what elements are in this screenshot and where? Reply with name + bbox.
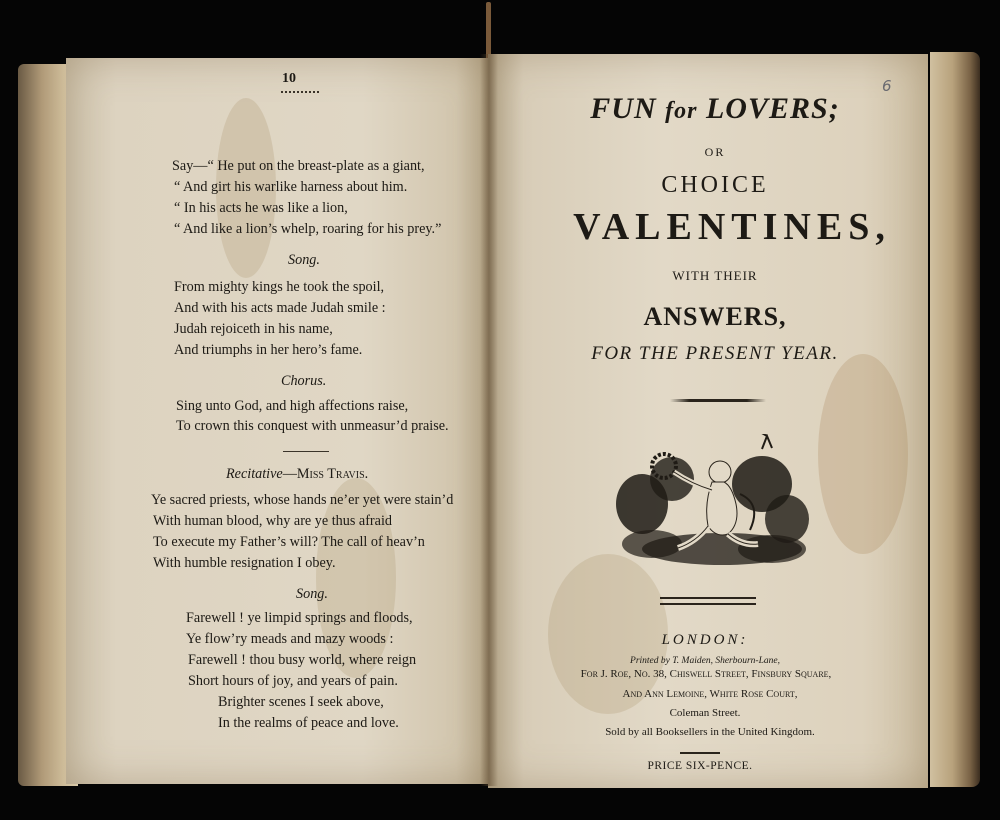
verse-line: Sing unto God, and high affections raise, [176, 398, 409, 414]
imprint-sold-by: Sold by all Booksellers in the United Kingdom. [605, 726, 815, 738]
verse-line: Say—“ He put on the breast-plate as a giant, [172, 158, 425, 174]
verse-line: Judah rejoiceth in his name, [174, 321, 333, 337]
title-with-their: WITH THEIR [672, 268, 758, 283]
verse-line: In the realms of peace and love. [218, 715, 399, 731]
verse-line: “ And girt his warlike harness about him. [174, 179, 408, 195]
imprint-publisher-3: Coleman Street. [669, 707, 741, 719]
title-ornament-rule [670, 399, 766, 402]
verse-line: Farewell ! thou busy world, where reign [188, 652, 417, 668]
chorus-heading: Chorus. [281, 373, 327, 389]
verse-line: To execute my Father’s will? The call of heav’n [153, 534, 425, 550]
verse-line: Brighter scenes I seek above, [218, 694, 384, 710]
page-number-ornament [281, 91, 319, 96]
imprint-publisher-1: For J. Roe, No. 38, Chiswell Street, Finsbury Square, [580, 668, 832, 680]
title-present-year: FOR THE PRESENT YEAR. [591, 343, 839, 364]
book-gutter [480, 54, 498, 786]
title-valentines: VALENTINES, [573, 206, 891, 248]
verse-line: Short hours of joy, and years of pain. [188, 673, 398, 689]
open-book [14, 46, 980, 798]
verse-line: Ye sacred priests, whose hands ne’er yet were stain’d [151, 492, 454, 508]
imprint-printer: Printed by T. Maiden, Sherbourn-Lane, [630, 656, 780, 666]
imprint-double-rule-top [660, 597, 756, 599]
verse-line: And triumphs in her hero’s fame. [174, 342, 363, 358]
recitative-heading: Recitative—Miss Travis. [226, 466, 369, 482]
imprint-price: PRICE SIX-PENCE. [647, 760, 753, 772]
verse-line: From mighty kings he took the spoil, [174, 279, 385, 295]
title-line-1: FUN for LOVERS; [590, 92, 840, 125]
verse-line: “ In his acts he was like a lion, [174, 200, 348, 216]
verse-line: With human blood, why are ye thus afraid [153, 513, 392, 529]
imprint-double-rule-bottom [660, 603, 756, 605]
cupid-vignette-image [612, 434, 810, 570]
section-divider [283, 451, 329, 452]
page-number: 10 [282, 71, 296, 86]
verse-line: Ye flow’ry meads and mazy woods : [186, 631, 394, 647]
song-heading: Song. [288, 252, 320, 268]
title-or: OR [704, 145, 726, 159]
imprint-city: LONDON: [661, 632, 749, 648]
price-rule [680, 752, 720, 754]
imprint-publisher-2: And Ann Lemoine, White Rose Court, [622, 688, 798, 700]
song-heading: Song. [296, 586, 328, 602]
verse-line: And with his acts made Judah smile : [174, 300, 386, 316]
title-choice: CHOICE [661, 172, 769, 198]
right-page-edges [930, 52, 980, 787]
verse-line: Farewell ! ye limpid springs and floods, [186, 610, 413, 626]
verse-line: “ And like a lion’s whelp, roaring for his prey.” [174, 221, 442, 237]
title-answers: ANSWERS, [643, 302, 787, 331]
pencil-page-note: 6 [882, 77, 892, 95]
verse-line: With humble resignation I obey. [153, 555, 336, 571]
verse-line: To crown this conquest with unmeasur’d praise. [176, 418, 449, 434]
